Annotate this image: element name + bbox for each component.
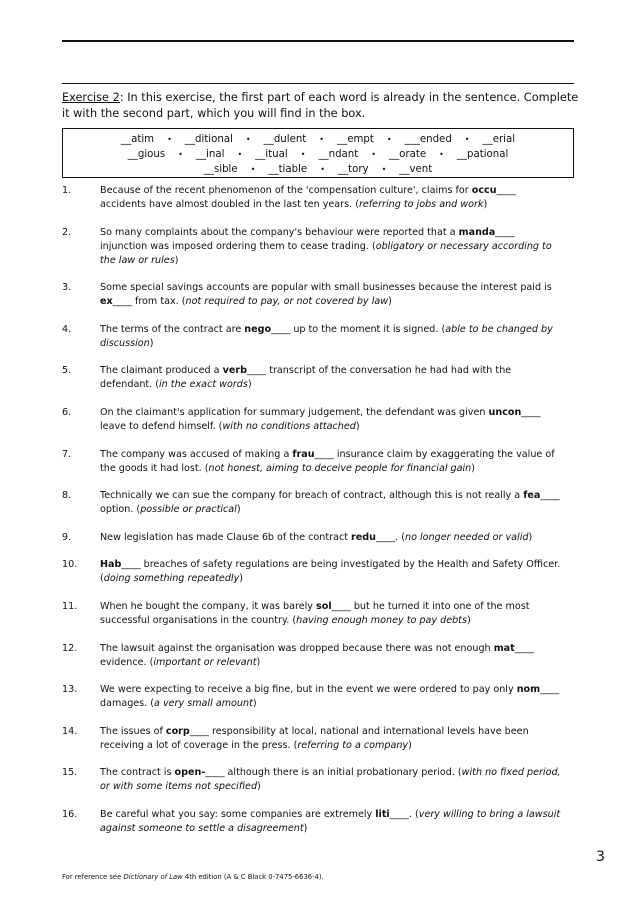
bullet-icon: • bbox=[178, 150, 183, 159]
sentence-rest: ____ option. ( bbox=[100, 490, 560, 516]
definition-hint: possible or practical bbox=[140, 504, 237, 516]
exercise-item bbox=[62, 531, 562, 545]
bullet-icon: • bbox=[371, 150, 376, 159]
item-sentence bbox=[100, 184, 562, 212]
hint-close: ) bbox=[483, 199, 488, 210]
footer-suffix: 4th edition (A & C Black 0-7475-6636-4). bbox=[182, 873, 324, 881]
exercise-item bbox=[62, 725, 562, 753]
bullet-icon: • bbox=[319, 135, 325, 144]
bullet-icon: • bbox=[439, 150, 444, 159]
hint-close: ) bbox=[388, 296, 392, 308]
word-box-row bbox=[63, 147, 573, 162]
hint-close: ) bbox=[252, 698, 257, 710]
definition-hint: with no fixed period, or with some items not specified bbox=[100, 767, 561, 793]
sentence-rest: ____ injunction was imposed ordering them to cease trading. ( bbox=[100, 226, 515, 252]
sentence-rest: ____ responsibility at local, national and international levels have been receiving a lot of coverage in the press. ( bbox=[100, 725, 529, 751]
item-number: 9. bbox=[62, 531, 72, 543]
item-number: 4. bbox=[62, 323, 72, 335]
sentence-start: Some special savings accounts are popular with small businesses because the interest paid is bbox=[100, 282, 552, 294]
exercise-item bbox=[62, 642, 562, 670]
definition-hint: important or relevant bbox=[153, 656, 257, 668]
exercise-item bbox=[62, 323, 562, 351]
word-suffix: __inal bbox=[195, 149, 225, 160]
item-sentence bbox=[100, 448, 562, 476]
item-sentence bbox=[100, 683, 562, 711]
sentence-rest: ____ transcript of the conversation he had had with the defendant. ( bbox=[100, 365, 512, 391]
sentence-start: So many complaints about the company's behaviour were reported that a bbox=[100, 226, 459, 238]
exercise-item bbox=[62, 558, 562, 586]
item-sentence bbox=[100, 642, 562, 670]
reference-footer bbox=[62, 873, 324, 882]
word-suffix: __sible bbox=[203, 164, 238, 175]
sentence-rest: ____ insurance claim by exaggerating the value of the goods it had lost. ( bbox=[100, 448, 555, 474]
exercise-item bbox=[62, 406, 562, 434]
item-number: 13. bbox=[62, 684, 78, 696]
word-box bbox=[62, 128, 574, 178]
exercise-label: Exercise 2 bbox=[62, 91, 120, 104]
sentence-start: We were expecting to receive a big fine, but in the event we were ordered to pay only bbox=[100, 684, 517, 696]
word-suffix: __tory bbox=[337, 164, 369, 175]
definition-hint: obligatory or necessary according to the law or rules bbox=[100, 240, 552, 266]
item-number: 1. bbox=[62, 185, 72, 196]
bullet-icon: • bbox=[167, 135, 172, 144]
word-box-row bbox=[63, 132, 573, 147]
exercise-item bbox=[62, 364, 562, 392]
sentence-start: On the claimant's application for summary judgement, the defendant was given bbox=[100, 406, 489, 418]
item-sentence bbox=[100, 558, 562, 586]
item-number: 2. bbox=[62, 226, 72, 238]
bullet-icon: • bbox=[464, 135, 470, 144]
instructions-text: : In this exercise, the first part of each word is already in the sentence. Complete it with the second part, which you will find in the box. bbox=[62, 91, 579, 120]
exercise-item bbox=[62, 184, 562, 212]
word-suffix: __erial bbox=[482, 134, 516, 145]
item-sentence bbox=[100, 489, 562, 517]
item-number: 5. bbox=[62, 365, 72, 377]
definition-hint: with no conditions attached bbox=[222, 420, 356, 432]
exercise-item bbox=[62, 683, 562, 711]
word-suffix: __ditional bbox=[184, 134, 233, 145]
bullet-icon: • bbox=[245, 135, 251, 144]
item-sentence bbox=[100, 766, 562, 794]
sentence-rest: ____. ( bbox=[389, 808, 419, 820]
hint-close: ) bbox=[471, 462, 476, 474]
sentence-start: When he bought the company, it was barely bbox=[100, 600, 317, 612]
hint-close: ) bbox=[236, 504, 241, 516]
sentence-rest: ____ breaches of safety regulations are being investigated by the Health and Safety Officer. ( bbox=[100, 559, 561, 585]
sentence-start: The contract is bbox=[100, 767, 175, 779]
top-rule bbox=[62, 40, 574, 42]
sentence-rest: ____ but he turned it into one of the most successful organisations in the country. ( bbox=[100, 600, 530, 626]
item-number: 7. bbox=[62, 448, 72, 460]
hint-close: ) bbox=[355, 420, 360, 432]
sentence-rest: ____ evidence. ( bbox=[100, 642, 534, 668]
word-suffix: __ndant bbox=[318, 149, 359, 160]
item-number: 12. bbox=[62, 642, 78, 654]
item-sentence bbox=[100, 808, 562, 836]
item-sentence bbox=[100, 364, 562, 392]
sentence-rest: ____ although there is an initial probationary period. ( bbox=[205, 767, 462, 779]
item-number: 14. bbox=[62, 725, 78, 737]
word-suffix: __vent bbox=[399, 164, 433, 175]
word-suffix: __tiable bbox=[268, 164, 308, 175]
item-sentence bbox=[100, 323, 562, 351]
definition-hint: a very small amount bbox=[154, 698, 253, 710]
word-suffix: __orate bbox=[388, 149, 427, 160]
definition-hint: having enough money to pay debts bbox=[296, 614, 467, 626]
bullet-icon: • bbox=[300, 150, 306, 159]
word-suffix: __itual bbox=[255, 149, 288, 160]
exercise-item bbox=[62, 489, 562, 517]
word-stem: mat bbox=[493, 642, 515, 654]
word-stem: corp bbox=[165, 725, 190, 737]
item-number: 11. bbox=[62, 600, 78, 612]
sentence-start: New legislation has made Clause 6b of the contract bbox=[100, 531, 352, 543]
sentence-start: The issues of bbox=[100, 725, 166, 737]
word-suffix: __empt bbox=[337, 134, 374, 145]
word-stem: frau bbox=[292, 448, 315, 460]
hint-close: ) bbox=[239, 573, 244, 585]
exercise-item bbox=[62, 226, 562, 268]
bullet-icon: • bbox=[320, 165, 325, 174]
hint-close: ) bbox=[528, 531, 533, 543]
item-sentence bbox=[100, 406, 562, 434]
item-sentence bbox=[100, 281, 562, 309]
word-stem: ex bbox=[100, 296, 113, 308]
sentence-rest: ____. ( bbox=[375, 531, 406, 543]
word-suffix: __gious bbox=[127, 149, 166, 160]
word-stem: nego bbox=[244, 323, 272, 335]
exercise-instructions bbox=[62, 90, 582, 122]
hint-close: ) bbox=[149, 337, 154, 349]
sentence-rest: ____ leave to defend himself. ( bbox=[100, 406, 541, 432]
item-number: 6. bbox=[62, 406, 72, 418]
item-sentence bbox=[100, 600, 562, 628]
word-stem: nom bbox=[516, 684, 541, 696]
exercise-item bbox=[62, 448, 562, 476]
hint-close: ) bbox=[256, 656, 261, 668]
sentence-rest: ____ accidents have almost doubled in the last ten years. ( bbox=[100, 185, 516, 210]
definition-hint: doing something repeatedly bbox=[103, 573, 240, 585]
item-number: 16. bbox=[62, 808, 78, 820]
word-suffix: __pational bbox=[456, 149, 509, 160]
bullet-icon: • bbox=[250, 165, 256, 174]
item-sentence bbox=[100, 725, 562, 753]
definition-hint: referring to jobs and work bbox=[358, 199, 484, 210]
word-suffix: __dulent bbox=[263, 134, 307, 145]
item-number: 10. bbox=[62, 559, 78, 571]
page-number: 3 bbox=[596, 849, 605, 865]
word-stem: liti bbox=[375, 808, 390, 820]
exercise-item bbox=[62, 281, 562, 309]
sentence-start: Be careful what you say: some companies are extremely bbox=[100, 808, 376, 820]
word-suffix: __atim bbox=[120, 134, 155, 145]
definition-hint: not required to pay, or not covered by law bbox=[185, 296, 389, 308]
word-stem: uncon bbox=[488, 406, 522, 418]
word-suffix: ___ended bbox=[404, 134, 452, 145]
word-box-row bbox=[63, 162, 573, 177]
sentence-rest: ____ up to the moment it is signed. ( bbox=[271, 323, 446, 335]
hint-close: ) bbox=[247, 379, 252, 391]
item-sentence bbox=[100, 226, 562, 268]
footer-book-title: Dictionary of Law bbox=[123, 873, 183, 881]
sentence-start: The lawsuit against the organisation was dropped because there was not enough bbox=[100, 642, 494, 654]
exercise-items bbox=[62, 184, 562, 850]
bullet-icon: • bbox=[237, 150, 243, 159]
word-stem: sol bbox=[316, 600, 332, 612]
sentence-start: The claimant produced a bbox=[100, 365, 223, 377]
sentence-rest: ____ damages. ( bbox=[100, 684, 560, 710]
bullet-icon: • bbox=[386, 135, 392, 144]
exercise-item bbox=[62, 766, 562, 794]
definition-hint: very willing to bring a lawsuit against someone to settle a disagreement bbox=[100, 808, 561, 834]
sentence-rest: ____ from tax. ( bbox=[112, 296, 186, 308]
hint-close: ) bbox=[257, 781, 261, 793]
sentence-start: Technically we can sue the company for breach of contract, although this is not really a bbox=[100, 490, 524, 502]
word-stem: redu bbox=[351, 531, 376, 543]
hint-close: ) bbox=[174, 254, 179, 266]
item-number: 8. bbox=[62, 490, 72, 502]
sentence-start: The company was accused of making a bbox=[100, 448, 293, 460]
word-stem: open- bbox=[174, 767, 206, 779]
definition-hint: referring to a company bbox=[297, 739, 409, 751]
word-stem: verb bbox=[222, 365, 247, 377]
bullet-icon: • bbox=[381, 165, 387, 174]
word-stem: occu bbox=[471, 185, 497, 196]
section-rule bbox=[62, 83, 574, 84]
word-stem: fea bbox=[523, 490, 541, 502]
item-sentence bbox=[100, 531, 562, 545]
definition-hint: in the exact words bbox=[159, 379, 248, 391]
definition-hint: not honest, aiming to deceive people for financial gain bbox=[208, 462, 472, 474]
sentence-start: Because of the recent phenomenon of the 'compensation culture', claims for bbox=[100, 185, 472, 196]
sentence-start: The terms of the contract are bbox=[100, 323, 245, 335]
hint-close: ) bbox=[466, 614, 471, 626]
footer-prefix: For reference see bbox=[62, 873, 124, 881]
definition-hint: no longer needed or valid bbox=[405, 531, 529, 543]
hint-close: ) bbox=[408, 739, 412, 751]
word-stem: Hab bbox=[100, 559, 122, 571]
item-number: 15. bbox=[62, 767, 78, 779]
definition-hint: able to be changed by discussion bbox=[100, 323, 553, 349]
hint-close: ) bbox=[303, 822, 308, 834]
word-stem: manda bbox=[458, 226, 496, 238]
exercise-item bbox=[62, 808, 562, 836]
item-number: 3. bbox=[62, 282, 72, 294]
exercise-item bbox=[62, 600, 562, 628]
